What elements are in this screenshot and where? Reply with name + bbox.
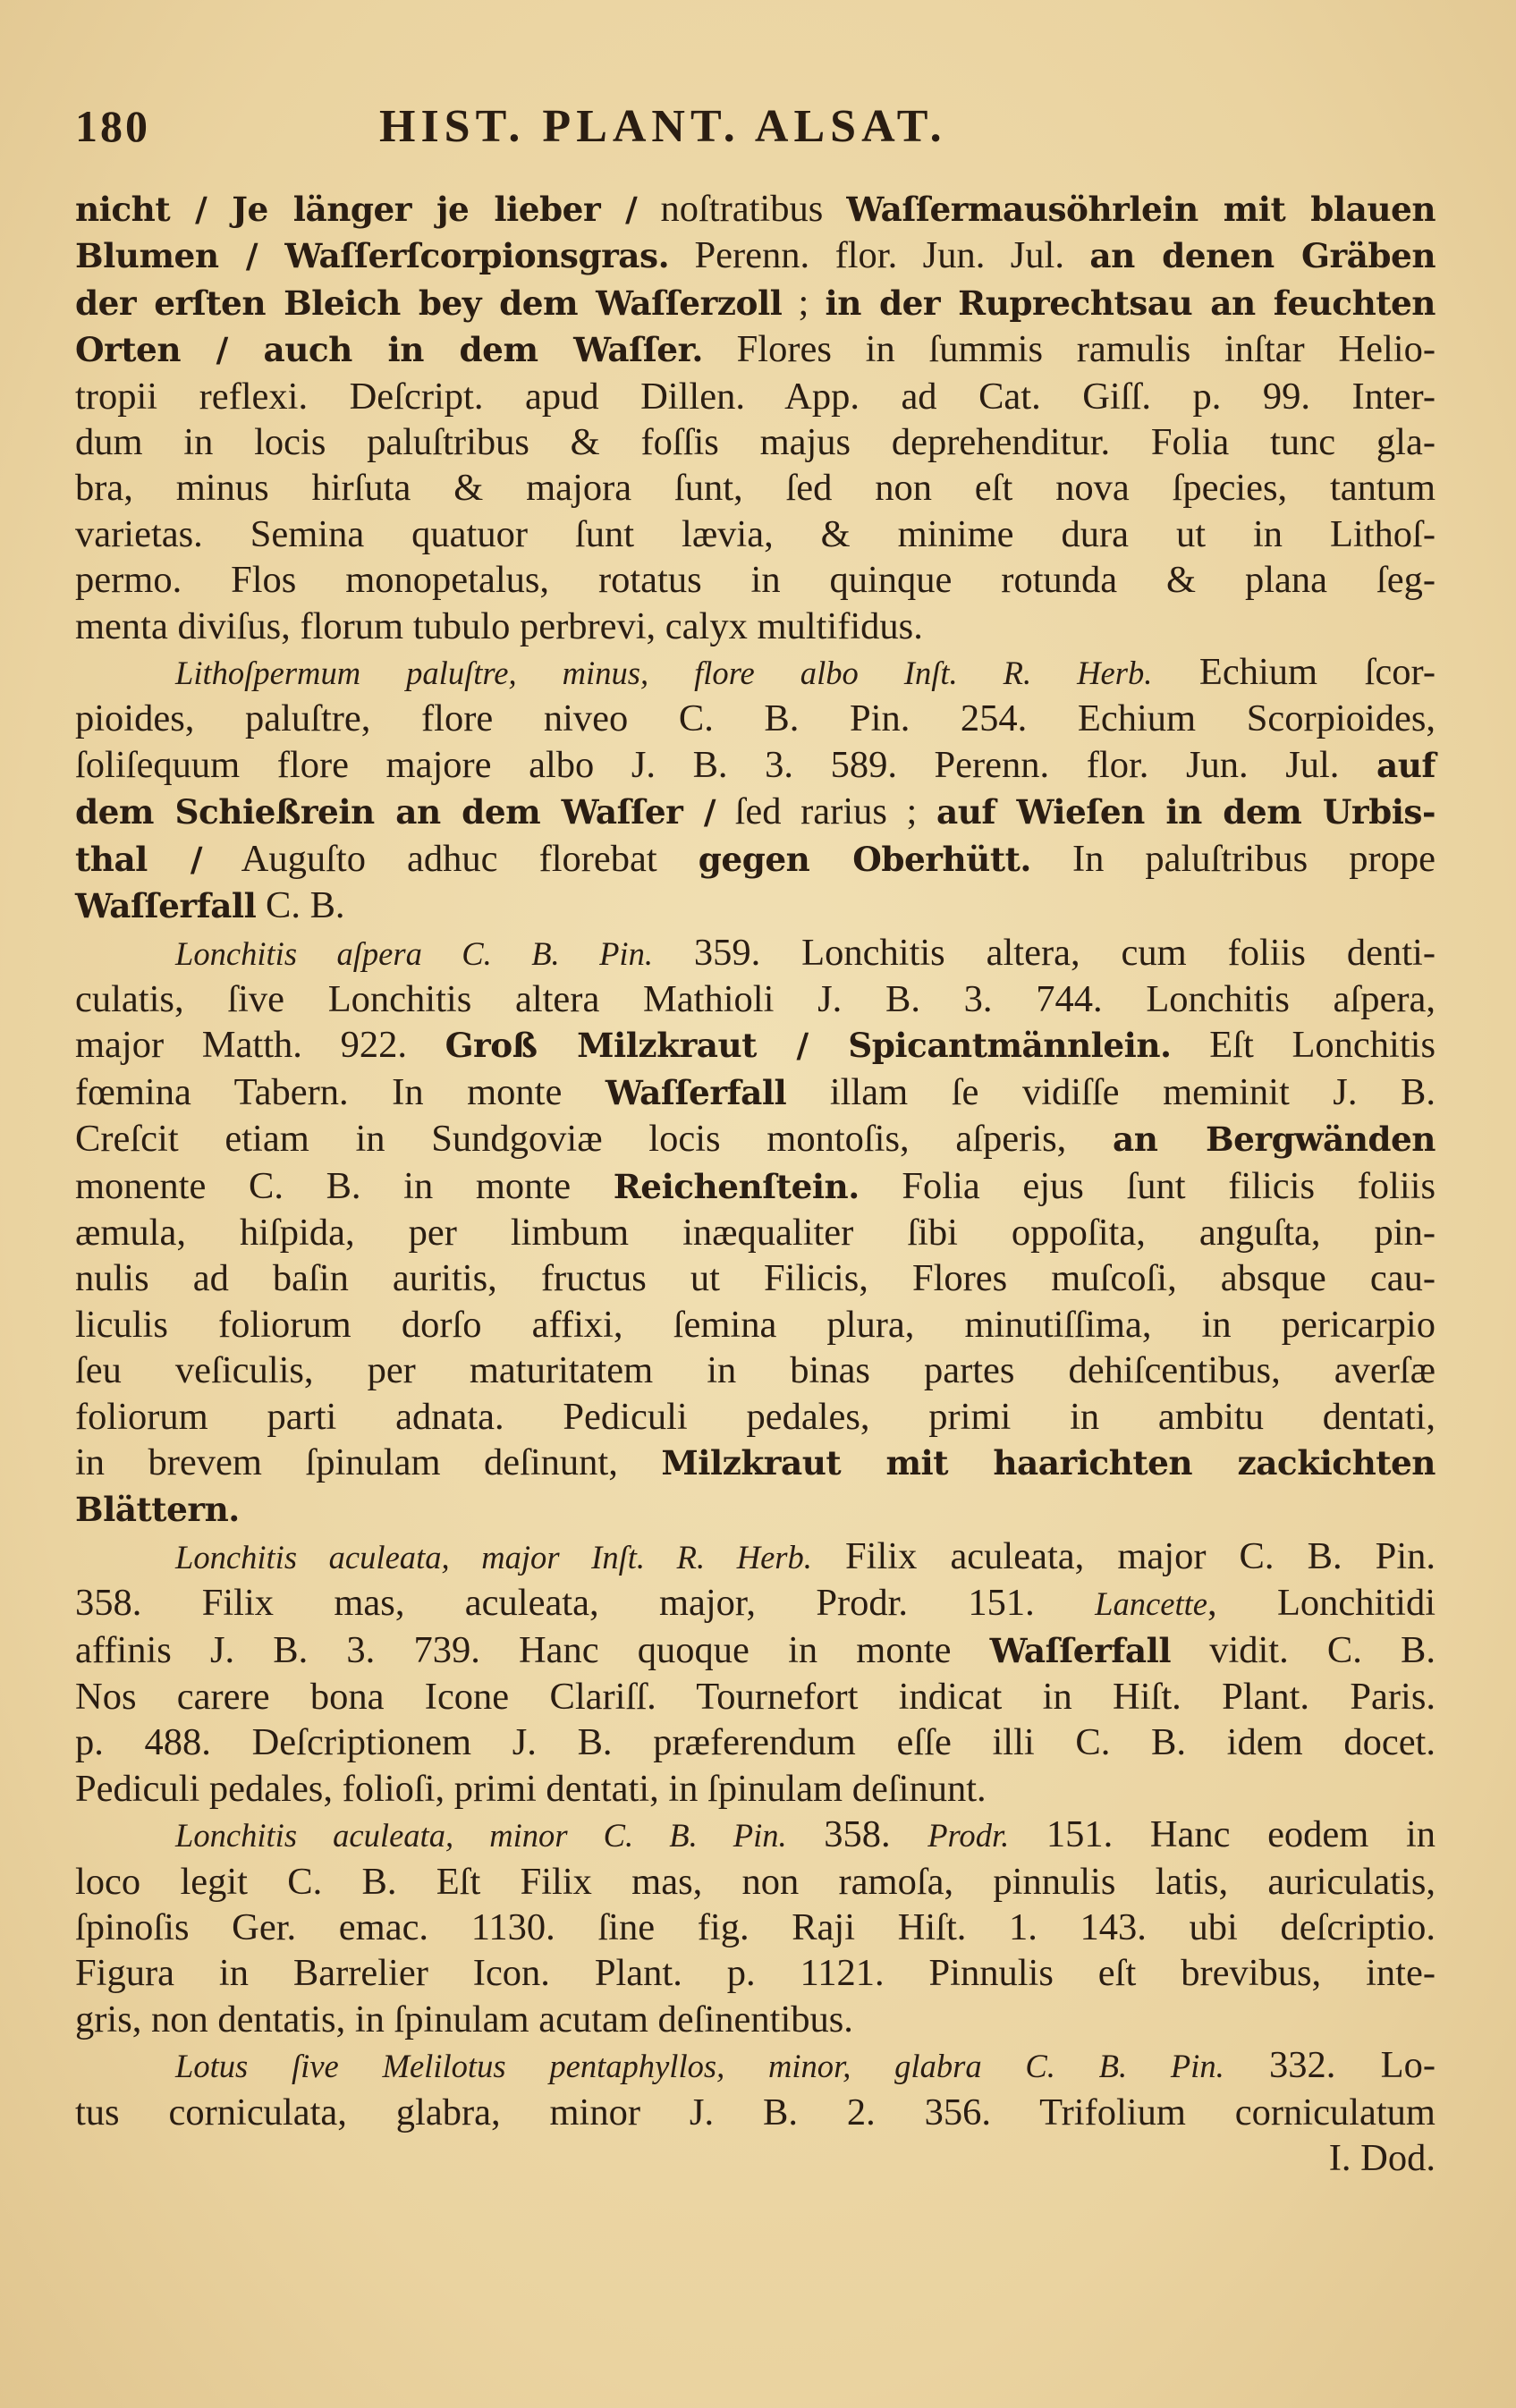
gothic-text: Waſſerfall xyxy=(75,886,257,926)
text-line xyxy=(75,1440,1436,1486)
text-line xyxy=(75,374,1436,419)
roman-text: In paluſtribus prope xyxy=(1030,837,1436,880)
roman-text: ſpinoſis Ger. emac. 1130. ſine fig. Raji Hiſt. 1. 143. ubi deſcriptio. xyxy=(75,1906,1436,1949)
text-line xyxy=(75,883,1436,929)
italic-text: Prodr. xyxy=(927,1817,1010,1855)
roman-text: Perenn. flor. Jun. Jul. xyxy=(669,234,1090,277)
roman-text: bra, minus hirſuta & majora ſunt, ſed non eſt nova ſpecies, tantum xyxy=(75,467,1436,510)
roman-text: menta diviſus, florum tubulo perbrevi, calyx multifidus. xyxy=(75,604,923,647)
text-line xyxy=(75,930,1436,976)
text-line xyxy=(75,1486,1436,1533)
roman-text: 359. Lonchitis altera, cum foliis denti- xyxy=(653,931,1436,974)
text-line xyxy=(75,696,1436,741)
roman-text: varietas. Semina quatuor ſunt lævia, & minime dura ut in Lithoſ- xyxy=(75,512,1436,555)
text-line xyxy=(75,465,1436,511)
roman-text: Nos carere bona Icone Clariſſ. Tournefort indicat in Hiſt. Plant. Paris. xyxy=(75,1676,1436,1718)
text-line xyxy=(75,1719,1436,1765)
text-line xyxy=(75,604,1436,649)
page-number: 180 xyxy=(75,101,150,151)
gothic-text: Reichenſtein. xyxy=(613,1166,860,1206)
text-line xyxy=(75,1022,1436,1069)
text-line xyxy=(75,1116,1436,1162)
text-line xyxy=(75,511,1436,557)
italic-text: Lotus ſive Melilotus pentaphyllos, minor, glabra C. B. Pin. xyxy=(175,2048,1224,2085)
text-line xyxy=(75,976,1436,1022)
text-line xyxy=(75,280,1436,326)
roman-text: , Lonchitidi xyxy=(1207,1582,1436,1625)
roman-text: æmula, hiſpida, per limbum inæqualiter ſibi oppoſita, anguſta, pin- xyxy=(75,1211,1436,1254)
text-line xyxy=(75,2135,1436,2181)
text-line xyxy=(75,1627,1436,1674)
text-line xyxy=(75,557,1436,603)
gothic-text: gegen Oberhütt. xyxy=(698,839,1031,879)
roman-text: 358. xyxy=(786,1813,928,1856)
gothic-text: nicht / Je länger je lieber / xyxy=(75,190,638,229)
roman-text: loco legit C. B. Eſt Filix mas, non ramoſa, pinnulis latis, auriculatis, xyxy=(75,1860,1436,1903)
roman-text: fœmina Tabern. In monte xyxy=(75,1070,606,1113)
gothic-text: an denen Gräben xyxy=(1089,236,1436,276)
roman-text: C. B. xyxy=(256,884,345,927)
text-line xyxy=(75,1950,1436,1996)
roman-text: Folia ejus ſunt filicis foliis xyxy=(859,1164,1436,1207)
gothic-text: thal / xyxy=(75,839,202,879)
roman-text: Creſcit etiam in Sundgoviæ locis montoſis, aſperis, xyxy=(75,1118,1114,1161)
roman-text: dum in locis paluſtribus & foſſis majus deprehenditur. Folia tunc gla- xyxy=(75,421,1436,464)
gothic-text: Waſſermausöhrlein mit blauen xyxy=(846,190,1436,229)
text-line xyxy=(75,1674,1436,1719)
gothic-text: Orten / auch in dem Waſſer. xyxy=(75,330,703,370)
text-line xyxy=(75,1210,1436,1255)
roman-text: Echium ſcor- xyxy=(1152,651,1436,694)
gothic-text: dem Schießrein an dem Waſſer / xyxy=(75,792,716,832)
roman-text: noſtratibus xyxy=(637,188,847,230)
roman-text: Figura in Barrelier Icon. Plant. p. 1121. Pinnulis eſt brevibus, inte- xyxy=(75,1952,1436,1995)
text-line xyxy=(75,1302,1436,1348)
gothic-text: in der Ruprechtsau an feuchten xyxy=(825,283,1436,323)
gothic-text: Blumen / Waſſerſcorpionsgras. xyxy=(75,236,670,276)
gothic-text: Blättern. xyxy=(75,1490,240,1530)
roman-text: affinis J. B. 3. 739. Hanc quoque in monte xyxy=(75,1628,990,1671)
roman-text: culatis, ſive Lonchitis altera Mathioli J. B. 3. 744. Lonchitis aſpera, xyxy=(75,977,1436,1020)
roman-text: Eſt Lonchitis xyxy=(1171,1024,1436,1067)
text-line xyxy=(75,186,1436,232)
text-line xyxy=(75,1069,1436,1116)
running-head: HIST. PLANT. ALSAT. xyxy=(379,101,947,152)
gothic-text: an Bergwänden xyxy=(1113,1120,1436,1160)
roman-text: gris, non dentatis, in ſpinulam acutam deſinentibus. xyxy=(75,1998,853,2040)
italic-text: Lonchitis aſpera C. B. Pin. xyxy=(175,934,653,972)
text-line xyxy=(75,1534,1436,1580)
text-line xyxy=(75,1766,1436,1812)
gothic-text: Waſſerfall xyxy=(989,1630,1172,1670)
text-line xyxy=(75,649,1436,696)
roman-text: ſoliſequum flore majore albo J. B. 3. 589. Perenn. flor. Jun. Jul. xyxy=(75,743,1376,786)
gothic-text: Groß Milzkraut / Spicantmännlein. xyxy=(445,1026,1172,1066)
text-line xyxy=(75,2042,1436,2089)
italic-text: Lancette xyxy=(1095,1585,1207,1623)
roman-text: ſeu veſiculis, per maturitatem in binas partes dehiſcentibus, averſæ xyxy=(75,1349,1436,1392)
page-header xyxy=(75,100,1436,179)
roman-text: pioides, paluſtre, flore niveo C. B. Pin. 254. Echium Scorpioides, xyxy=(75,697,1436,740)
italic-text: Lonchitis aculeata, major Inſt. R. Herb. xyxy=(175,1538,812,1576)
roman-text: monente C. B. in monte xyxy=(75,1164,614,1207)
roman-text: foliorum parti adnata. Pediculi pedales, primi in ambitu dentati, xyxy=(75,1395,1436,1438)
roman-text: 358. Filix mas, aculeata, major, Prodr. 151. xyxy=(75,1582,1096,1625)
text-line xyxy=(75,232,1436,279)
text-line xyxy=(75,2090,1436,2135)
roman-text: illam ſe vidiſſe meminit J. B. xyxy=(786,1070,1436,1113)
gothic-text: Waſſerfall xyxy=(605,1072,787,1112)
text-line xyxy=(75,1997,1436,2042)
gothic-text: auf xyxy=(1376,745,1436,785)
roman-text: vidit. C. B. xyxy=(1171,1628,1436,1671)
gothic-text: auf Wieſen in dem Urbis- xyxy=(936,792,1436,832)
text-line xyxy=(75,1905,1436,1950)
italic-text: Lithoſpermum paluſtre, minus, flore albo Inſt. R. Herb. xyxy=(175,655,1153,692)
text-line xyxy=(75,1163,1436,1210)
roman-text: permo. Flos monopetalus, rotatus in quinque rotunda & plana ſeg- xyxy=(75,559,1436,602)
roman-text: 151. Hanc eodem in xyxy=(1009,1813,1436,1856)
roman-text: in brevem ſpinulam deſinunt, xyxy=(75,1441,662,1483)
text-line xyxy=(75,789,1436,835)
gothic-text: der erſten Bleich bey dem Waſſerzoll xyxy=(75,283,783,323)
text-line xyxy=(75,1812,1436,1858)
roman-text: tropii reflexi. Deſcript. apud Dillen. App. ad Cat. Giſſ. p. 99. Inter- xyxy=(75,375,1436,418)
italic-text: Lonchitis aculeata, minor C. B. Pin. xyxy=(175,1817,787,1855)
text-line xyxy=(75,326,1436,373)
roman-text: Pediculi pedales, folioſi, primi dentati, in ſpinulam deſinunt. xyxy=(75,1767,987,1810)
text-line xyxy=(75,1580,1436,1626)
roman-text: 332. Lo- xyxy=(1224,2044,1436,2087)
text-line xyxy=(75,742,1436,789)
text-line xyxy=(75,1859,1436,1905)
roman-text: Filix aculeata, major C. B. Pin. xyxy=(811,1534,1436,1577)
roman-text: p. 488. Deſcriptionem J. B. præferendum eſſe illi C. B. idem docet. xyxy=(75,1721,1436,1764)
body-text xyxy=(75,186,1436,2181)
roman-text: liculis foliorum dorſo affixi, ſemina plura, minutiſſima, in pericarpio xyxy=(75,1303,1436,1346)
text-line xyxy=(75,1348,1436,1393)
text-line xyxy=(75,836,1436,883)
roman-text: major Matth. 922. xyxy=(75,1024,445,1067)
roman-text: Flores in ſummis ramulis inſtar Helio- xyxy=(702,328,1436,371)
roman-text: I. Dod. xyxy=(1328,2137,1436,2180)
text-line xyxy=(75,1394,1436,1440)
text-line xyxy=(75,1255,1436,1301)
roman-text: tus corniculata, glabra, minor J. B. 2. 356. Trifolium corniculatum xyxy=(75,2091,1436,2133)
roman-text: nulis ad baſin auritis, fructus ut Filicis, Flores muſcoſi, absque cau- xyxy=(75,1257,1436,1300)
gothic-text: Milzkraut mit haarichten zackichten xyxy=(661,1442,1436,1483)
roman-text: ſed rarius ; xyxy=(715,790,936,833)
roman-text: Auguſto adhuc florebat xyxy=(201,837,699,880)
text-line xyxy=(75,419,1436,465)
roman-text: ; xyxy=(782,281,826,324)
